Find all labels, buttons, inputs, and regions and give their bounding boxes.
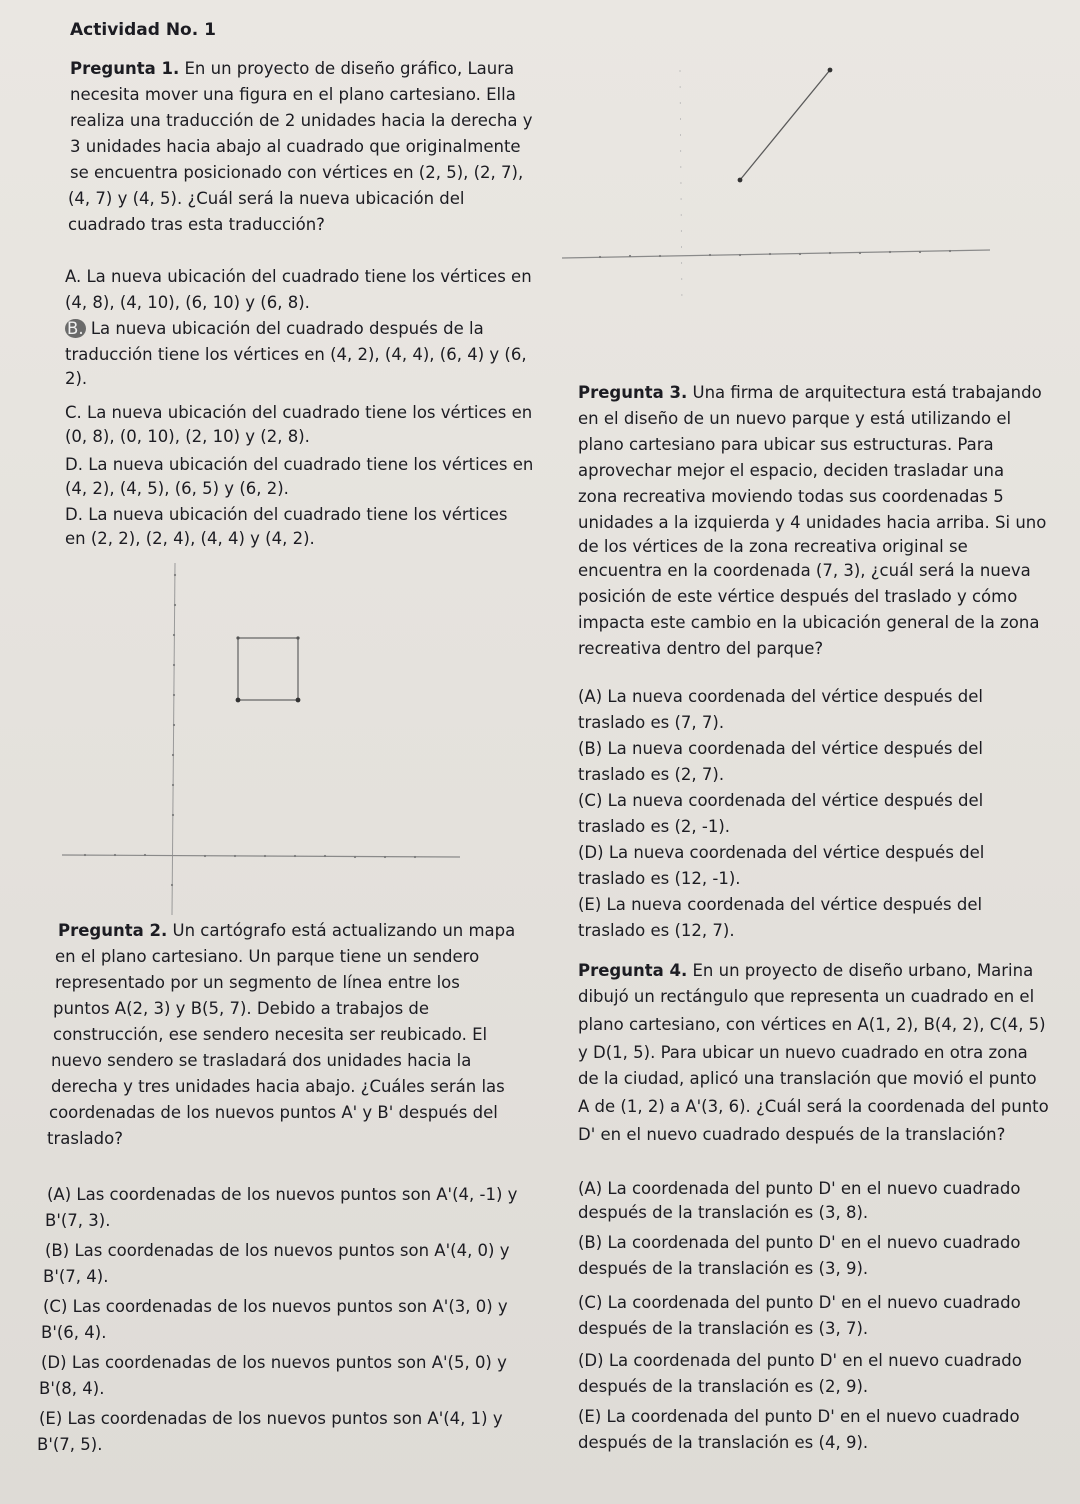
q1-option-c-2: (0, 8), (0, 10), (2, 10) y (2, 8). (65, 427, 310, 446)
q3-line-3: aprovechar mejor el espacio, deciden trasladar una (578, 461, 1005, 480)
q2-option-b-2: B'(7, 4). (43, 1267, 109, 1286)
q4-option-a-2: después de la translación es (3, 8). (578, 1203, 869, 1222)
x-axis (562, 250, 990, 258)
segment-point-a (738, 178, 743, 183)
q1-option-e-1: D. La nueva ubicación del cuadrado tiene los vértices (65, 505, 508, 524)
segment-graph (560, 50, 1000, 310)
segment-point-b (828, 68, 833, 73)
q2-line-6: derecha y tres unidades hacia abajo. ¿Cuáles serán las (51, 1077, 505, 1096)
q3-line-7: encuentra en la coordenada (7, 3), ¿cuál será la nueva (578, 561, 1031, 580)
q3-line-4: zona recreativa moviendo todas sus coordenadas 5 (578, 487, 1004, 506)
q2-line-2: representado por un segmento de línea entre los (55, 973, 460, 992)
q3-line-6: de los vértices de la zona recreativa original se (578, 537, 968, 556)
q4-option-b-2: después de la translación es (3, 9). (578, 1259, 869, 1278)
q1-line-3: 3 unidades hacia abajo al cuadrado que originalmente (70, 137, 521, 156)
q4-option-c-2: después de la translación es (3, 7). (578, 1319, 869, 1338)
q3-line-2: plano cartesiano para ubicar sus estructuras. Para (578, 435, 994, 454)
q4-line-2: plano cartesiano, con vértices en A(1, 2), B(4, 2), C(4, 5) (578, 1015, 1046, 1034)
segment-ab (740, 70, 830, 180)
q1-option-e-2: en (2, 2), (2, 4), (4, 4) y (4, 2). (65, 529, 315, 548)
q1-option-b-3: 2). (65, 369, 88, 388)
square-vertex-a (236, 698, 241, 703)
q2-line-5: nuevo sendero se trasladará dos unidades hacia la (51, 1051, 472, 1070)
q4-line-4: de la ciudad, aplicó una translación que movió el punto (578, 1069, 1037, 1088)
q2-option-e-1: (E) Las coordenadas de los nuevos puntos son A'(4, 1) y (39, 1409, 503, 1428)
q4-line-3: y D(1, 5). Para ubicar un nuevo cuadrado en otra zona (578, 1043, 1028, 1062)
q1-option-a-1: A. La nueva ubicación del cuadrado tiene los vértices en (65, 267, 532, 286)
q1-option-b-2: traducción tiene los vértices en (4, 2), (4, 4), (6, 4) y (6, (65, 345, 527, 364)
q2-option-d-1: (D) Las coordenadas de los nuevos puntos son A'(5, 0) y (41, 1353, 507, 1372)
q2-line-7: coordenadas de los nuevos puntos A' y B' después del (49, 1103, 498, 1122)
q1-option-d-1: D. La nueva ubicación del cuadrado tiene los vértices en (65, 455, 534, 474)
q3-option-b-1: (B) La nueva coordenada del vértice después del (578, 739, 983, 758)
y-axis (680, 70, 682, 308)
q3-option-d-1: (D) La nueva coordenada del vértice después del (578, 843, 985, 862)
q4-option-b-1: (B) La coordenada del punto D' en el nuevo cuadrado (578, 1233, 1021, 1252)
q2-heading: Pregunta 2. (58, 921, 168, 940)
y-axis (172, 563, 175, 915)
q1-option-d-2: (4, 2), (4, 5), (6, 5) y (6, 2). (65, 479, 289, 498)
q2-option-d-2: B'(8, 4). (39, 1379, 105, 1398)
selected-answer-marker: B. (67, 319, 84, 338)
q3-option-b-2: traslado es (2, 7). (578, 765, 725, 784)
square-graph (60, 555, 460, 920)
square-vertex-b (236, 636, 239, 639)
q3-line-5: unidades a la izquierda y 4 unidades hacia arriba. Si uno (578, 513, 1047, 532)
q3-option-c-2: traslado es (2, -1). (578, 817, 731, 836)
q4-option-c-1: (C) La coordenada del punto D' en el nuevo cuadrado (578, 1293, 1021, 1312)
q3-line-10: recreativa dentro del parque? (578, 639, 824, 658)
q4-option-d-2: después de la translación es (2, 9). (578, 1377, 869, 1396)
q1-option-a-2: (4, 8), (4, 10), (6, 10) y (6, 8). (65, 293, 310, 312)
q4-line-6: D' en el nuevo cuadrado después de la translación? (578, 1125, 1006, 1144)
q3-line-1: en el diseño de un nuevo parque y está utilizando el (578, 409, 1012, 428)
q3-line-0: Pregunta 3. Una firma de arquitectura está trabajando (578, 383, 1042, 402)
q3-line-8: posición de este vértice después del traslado y cómo (578, 587, 1018, 606)
q2-option-b-1: (B) Las coordenadas de los nuevos puntos son A'(4, 0) y (45, 1241, 510, 1260)
q2-line-1: en el plano cartesiano. Un parque tiene un sendero (55, 947, 480, 966)
q4-option-e-1: (E) La coordenada del punto D' en el nuevo cuadrado (578, 1407, 1020, 1426)
q2-option-a-2: B'(7, 3). (45, 1211, 111, 1230)
original-square (238, 638, 298, 700)
q4-option-a-1: (A) La coordenada del punto D' en el nuevo cuadrado (578, 1179, 1021, 1198)
q2-line-8: traslado? (47, 1129, 123, 1148)
q4-option-d-1: (D) La coordenada del punto D' en el nuevo cuadrado (578, 1351, 1022, 1370)
q1-option-b-1: B. La nueva ubicación del cuadrado después de la (67, 319, 484, 338)
q2-option-e-2: B'(7, 5). (37, 1435, 103, 1454)
q1-line-2: realiza una traducción de 2 unidades hacia la derecha y (70, 111, 533, 130)
q4-line-5: A de (1, 2) a A'(3, 6). ¿Cuál será la coordenada del punto (578, 1097, 1049, 1116)
q1-heading: Pregunta 1. (70, 59, 180, 78)
q4-line-1: dibujó un rectángulo que representa un cuadrado en el (578, 987, 1035, 1006)
q2-line-3: puntos A(2, 3) y B(5, 7). Debido a trabajos de (53, 999, 430, 1018)
q1-line-4: se encuentra posicionado con vértices en (2, 5), (2, 7), (70, 163, 524, 182)
q3-line-9: impacta este cambio en la ubicación general de la zona (578, 613, 1040, 632)
q4-heading: Pregunta 4. (578, 961, 688, 980)
q3-option-e-2: traslado es (12, 7). (578, 921, 735, 940)
q1-option-c-1: C. La nueva ubicación del cuadrado tiene los vértices en (65, 403, 533, 422)
q1-line-0: Pregunta 1. En un proyecto de diseño gráfico, Laura (70, 59, 515, 78)
q3-option-e-1: (E) La nueva coordenada del vértice después del (578, 895, 983, 914)
q1-line-1: necesita mover una figura en el plano cartesiano. Ella (70, 85, 516, 104)
q4-option-e-2: después de la translación es (4, 9). (578, 1433, 869, 1452)
q2-option-c-2: B'(6, 4). (41, 1323, 107, 1342)
q3-heading: Pregunta 3. (578, 383, 688, 402)
square-vertex-c (296, 636, 299, 639)
q3-option-c-1: (C) La nueva coordenada del vértice después del (578, 791, 984, 810)
page-title: Actividad No. 1 (70, 20, 216, 40)
q2-line-4: construcción, ese sendero necesita ser reubicado. El (53, 1025, 488, 1044)
q2-option-c-1: (C) Las coordenadas de los nuevos puntos son A'(3, 0) y (43, 1297, 508, 1316)
q3-option-a-1: (A) La nueva coordenada del vértice después del (578, 687, 983, 706)
q2-line-0: Pregunta 2. Un cartógrafo está actualizando un mapa (58, 921, 516, 940)
q3-option-a-2: traslado es (7, 7). (578, 713, 725, 732)
q2-option-a-1: (A) Las coordenadas de los nuevos puntos son A'(4, -1) y (47, 1185, 518, 1204)
q4-line-0: Pregunta 4. En un proyecto de diseño urbano, Marina (578, 961, 1034, 980)
q3-option-d-2: traslado es (12, -1). (578, 869, 741, 888)
square-vertex-d (296, 698, 301, 703)
q1-line-5: (4, 7) y (4, 5). ¿Cuál será la nueva ubicación del (68, 189, 465, 208)
x-axis (62, 855, 460, 857)
q1-line-6: cuadrado tras esta traducción? (68, 215, 325, 234)
